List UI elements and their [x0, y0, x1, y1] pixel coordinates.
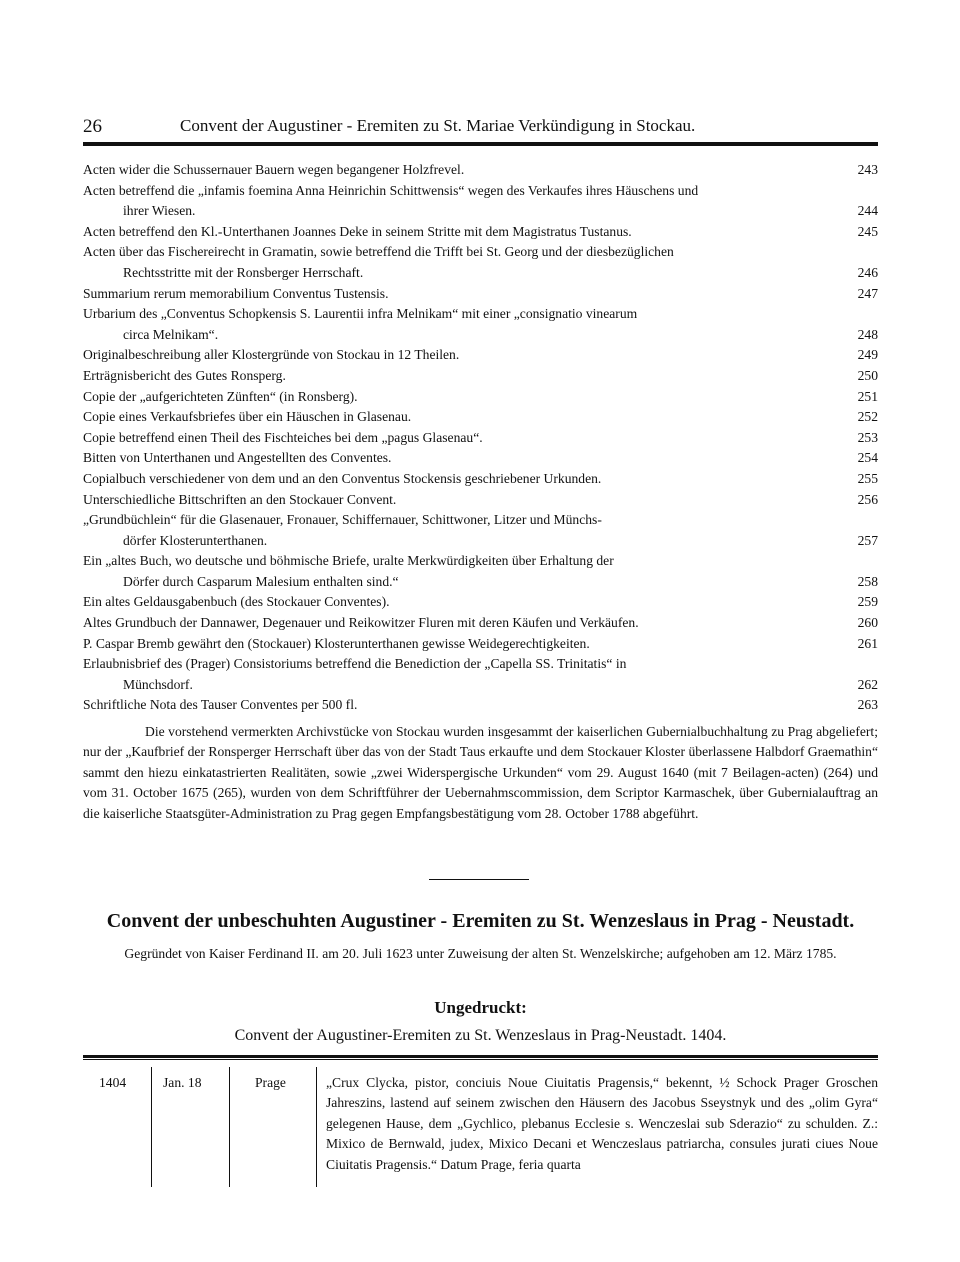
archive-entry [83, 448, 878, 469]
entry-number: 247 [857, 285, 878, 301]
archive-entry [83, 510, 878, 531]
column-divider [316, 1067, 317, 1187]
entry-number: 250 [857, 367, 878, 383]
archive-entry [83, 345, 878, 366]
entry-number: 256 [857, 491, 878, 507]
archive-entry [83, 407, 878, 428]
archive-entry [83, 304, 878, 325]
entry-number: 259 [857, 594, 878, 610]
column-divider [229, 1067, 230, 1187]
entry-text: Acten betreffend die „infamis foemina Anna Heinrichin Schittwensis“ wegen des Verkaufes ihres Häuschens und [83, 182, 699, 198]
entry-number: 253 [857, 429, 878, 445]
entry-number: 246 [857, 264, 878, 280]
entry-number: 254 [857, 450, 878, 466]
entry-text: Acten über das Fischereirecht in Gramatin, sowie betreffend die Trifft bei St. Georg und der diesbezüglichen [83, 244, 674, 260]
archive-entry [83, 222, 878, 243]
entry-number: 260 [857, 615, 878, 631]
entry-number: 255 [857, 470, 878, 486]
entry-text: dörfer Klosterunterthanen. [123, 532, 268, 548]
entry-text: Erträgnisbericht des Gutes Ronsperg. [83, 367, 286, 383]
archive-entry [83, 654, 878, 675]
archive-entry [83, 284, 878, 305]
register-row [83, 1063, 878, 1188]
entry-text: Copie der „aufgerichteten Zünften“ (in Ronsberg). [83, 388, 358, 404]
entry-text: Urbarium des „Conventus Schopkensis S. Laurentii infra Melnikam“ mit einer „consignatio vinearum [83, 306, 638, 322]
entry-text: Copialbuch verschiedener von dem und an den Conventus Stockensis geschriebener Urkunden. [83, 470, 602, 486]
archive-entry [83, 490, 878, 511]
archive-entry [83, 572, 878, 593]
entry-number: 243 [857, 162, 878, 177]
entry-number: 262 [857, 676, 878, 692]
entry-number: 263 [857, 697, 878, 713]
archive-entry [83, 613, 878, 634]
subheading: Ungedruckt: [434, 998, 527, 1017]
entry-number: 248 [857, 326, 878, 342]
entry-number: 261 [857, 635, 878, 651]
entry-text: Münchsdorf. [123, 676, 193, 692]
section-title: Convent der unbeschuhten Augustiner - Eremiten zu St. Wenzeslaus in Prag - Neustadt. [106, 910, 855, 932]
entry-text: „Grundbüchlein“ für die Glasenauer, Fronauer, Schiffernauer, Schittwoner, Litzer und Münchs- [83, 512, 602, 528]
entry-text: Erlaubnisbrief des (Prager) Consistoriums betreffend die Benediction der „Capella SS. Trinitatis“ in [83, 656, 627, 672]
entry-text: Rechtsstritte mit der Ronsberger Herrschaft. [123, 264, 364, 280]
entry-text: Altes Grundbuch der Dannawer, Degenauer und Reikowitzer Fluren mit deren Käufen und Verkäufen. [83, 615, 639, 631]
page-number: 26 [83, 116, 102, 137]
entry-text: Acten wider die Schussernauer Bauern wegen begangener Holzfrevel. [83, 162, 465, 177]
entry-number: 249 [857, 347, 878, 363]
register-year: 1404 [99, 1075, 127, 1090]
section-divider [429, 879, 529, 880]
entry-text: Copie eines Verkaufsbriefes über ein Häuschen in Glasenau. [83, 409, 412, 425]
archive-entry [83, 387, 878, 408]
header-rule [83, 142, 878, 146]
register-rule [83, 1055, 878, 1060]
archive-entry [83, 551, 878, 572]
archive-entry [83, 592, 878, 613]
entry-number: 257 [857, 532, 878, 548]
archive-entry [83, 675, 878, 696]
entry-text: Summarium rerum memorabilium Conventus Tustensis. [83, 285, 389, 301]
archive-entry [83, 263, 878, 284]
archive-entry [83, 325, 878, 346]
archive-entry [83, 695, 878, 716]
entry-text: Copie betreffend einen Theil des Fischteiches bei dem „pagus Glasenau“. [83, 429, 483, 445]
running-head [83, 116, 878, 140]
entry-text: Ein „altes Buch, wo deutsche und böhmische Briefe, uralte Merkwürdigkeiten über Erhaltung der [83, 553, 614, 569]
entry-number: 245 [857, 223, 878, 239]
register-subtitle: Convent der Augustiner-Eremiten zu St. Wenzeslaus in Prag-Neustadt. 1404. [234, 1027, 727, 1044]
archive-entry [83, 366, 878, 387]
archive-entry [83, 181, 878, 202]
archive-entry [83, 242, 878, 263]
entry-text: P. Caspar Bremb gewährt den (Stockauer) Klosterunterthanen gewisse Weidegerechtigkeiten. [83, 635, 590, 651]
entry-text: Bitten von Unterthanen und Angestellten des Conventes. [83, 450, 392, 466]
archive-note [83, 722, 878, 824]
archive-entry [83, 634, 878, 655]
archive-entry [83, 160, 878, 181]
register-place: Prage [255, 1075, 286, 1090]
entry-text: Schriftliche Nota des Tauser Conventes per 500 fl. [83, 697, 358, 713]
entry-text: Unterschiedliche Bittschriften an den Stockauer Convent. [83, 491, 397, 507]
register-text: „Crux Clycka, pistor, conciuis Noue Ciuitatis Pragensis,“ bekennt, ½ Schock Prager Groschen Jahreszins, lastend auf seinem zwischen den Häusern des Jacobus Sseystnyk und des „olim Gyra“ gelegenen Hause, dem „Gychlico, plebanus Ecclesie s. Wenczeslai sub Sderazio“ zu schulden. Z.: Mixico de Bernwald, judex, Mixico Decani et Wenczeslaus patriarcha, consules jurati ciues Noue Ciuitatis Pragensis.“ Datum Prage, feria quarta [326, 1075, 878, 1172]
archive-entry [83, 201, 878, 222]
founding-note: Gegründet von Kaiser Ferdinand II. am 20. Juli 1623 unter Zuweisung der alten St. Wenzelskirche; aufgehoben am 12. März 1785. [124, 946, 837, 961]
archive-entry [83, 469, 878, 490]
entry-text: Ein altes Geldausgabenbuch (des Stockauer Conventes). [83, 594, 390, 610]
entry-text: circa Melnikam“. [123, 326, 219, 342]
entry-text: Dörfer durch Casparum Malesium enthalten sind.“ [123, 573, 399, 589]
entry-number: 251 [857, 388, 878, 404]
archive-entry [83, 428, 878, 449]
entry-number: 252 [857, 409, 878, 425]
note-paragraph: Die vorstehend vermerkten Archivstücke von Stockau wurden insgesammt der kaiserlichen Gubernialbuchhaltung zu Prag abgeliefert; nur der „Kaufbrief der Ronsperger Herrschaft über das von der Stadt Taus erkaufte und dem Stockauer Kloster überlassene Halbdorf Graemathin“ sammt den hiezu einkatastrierten Realitäten, sowie „zwei Widerspergische Urkunden“ vom 29. August 1640 (mit 7 Beilagen-acten) (264) und vom 31. October 1675 (265), wurden von dem Schriftführer der Uebernahmscommission, dem Scriptor Karmaschek, über Gubernialauftrag an die kaiserliche Staatsgüter-Administration zu Prag gegen Empfangsbestätigung vom 28. October 1788 abgeführt. [83, 724, 878, 821]
archive-entry [83, 531, 878, 552]
entry-number: 258 [857, 573, 878, 589]
archive-entry-list [83, 160, 878, 716]
entry-number: 244 [857, 203, 878, 219]
column-divider [151, 1067, 152, 1187]
register-date: Jan. 18 [163, 1075, 202, 1090]
entry-text: Acten betreffend den Kl.-Unterthanen Joannes Deke in seinem Stritte mit dem Magistratus Tustanus. [83, 223, 632, 239]
entry-text: Originalbeschreibung aller Klostergründe von Stockau in 12 Theilen. [83, 347, 460, 363]
running-title: Convent der Augustiner - Eremiten zu St. Mariae Verkündigung in Stockau. [180, 116, 696, 135]
entry-text: ihrer Wiesen. [123, 203, 196, 219]
